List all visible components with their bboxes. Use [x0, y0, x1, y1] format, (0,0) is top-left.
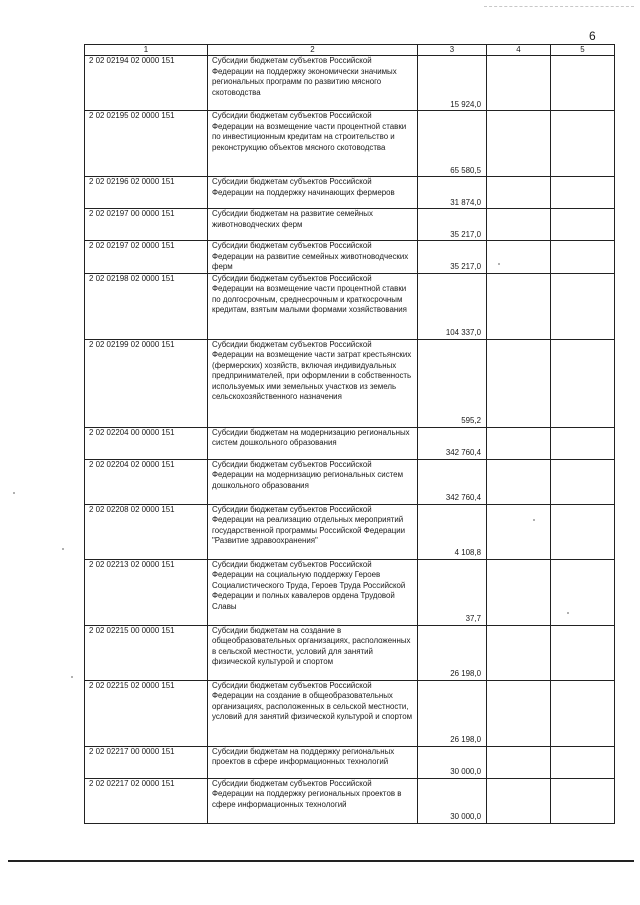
column-number-5: 5 — [551, 45, 615, 56]
name-cell: Субсидии бюджетам на создание в общеобразовательных организациях, расположенных в сельской местности, условий для занятий физической культурой и спортом — [208, 625, 418, 680]
column-5-cell — [551, 459, 615, 504]
table-row — [85, 680, 615, 746]
column-number-header — [85, 45, 615, 56]
budget-table — [84, 44, 615, 824]
table-row — [85, 746, 615, 778]
code-cell: 2 02 02213 02 0000 151 — [85, 559, 208, 625]
column-5-cell — [551, 680, 615, 746]
code-cell: 2 02 02195 02 0000 151 — [85, 111, 208, 177]
code-cell: 2 02 02204 02 0000 151 — [85, 459, 208, 504]
code-cell: 2 02 02204 00 0000 151 — [85, 427, 208, 459]
column-4-cell — [487, 209, 551, 241]
column-5-cell — [551, 273, 615, 339]
amount-cell: 342 760,4 — [418, 427, 487, 459]
name-cell: Субсидии бюджетам субъектов Российской Федерации на поддержку экономически значимых региональных программ по развитию мясного скотоводства — [208, 56, 418, 111]
column-4-cell — [487, 746, 551, 778]
column-4-cell — [487, 504, 551, 559]
code-cell: 2 02 02215 00 0000 151 — [85, 625, 208, 680]
column-5-cell — [551, 778, 615, 823]
table-row — [85, 559, 615, 625]
table-row — [85, 427, 615, 459]
column-5-cell — [551, 559, 615, 625]
page-edge-mark — [484, 6, 634, 7]
table-row — [85, 56, 615, 111]
scan-speck — [71, 676, 73, 678]
column-4-cell — [487, 559, 551, 625]
code-cell: 2 02 02215 02 0000 151 — [85, 680, 208, 746]
column-5-cell — [551, 625, 615, 680]
name-cell: Субсидии бюджетам субъектов Российской Федерации на возмещение части процентной ставки по долгосрочным, среднесрочным и краткосрочным кредитам, взятым малыми формами хозяйствования — [208, 273, 418, 339]
name-cell: Субсидии бюджетам субъектов Российской Федерации на социальную поддержку Героев Социалистического Труда, Героев Труда Российской Федерации и полных кавалеров ордена Трудовой Славы — [208, 559, 418, 625]
page-number: 6 — [589, 29, 596, 43]
amount-cell: 35 217,0 — [418, 209, 487, 241]
amount-cell: 4 108,8 — [418, 504, 487, 559]
name-cell: Субсидии бюджетам субъектов Российской Федерации на развитие семейных животноводческих ферм — [208, 241, 418, 274]
amount-cell: 31 874,0 — [418, 177, 487, 209]
code-cell: 2 02 02208 02 0000 151 — [85, 504, 208, 559]
scan-speck — [567, 612, 569, 614]
column-5-cell — [551, 504, 615, 559]
amount-cell: 342 760,4 — [418, 459, 487, 504]
column-4-cell — [487, 177, 551, 209]
name-cell: Субсидии бюджетам субъектов Российской Федерации на реализацию отдельных мероприятий государственной программы Российской Федерации "Развитие здравоохранения" — [208, 504, 418, 559]
code-cell: 2 02 02196 02 0000 151 — [85, 177, 208, 209]
scan-speck — [13, 492, 15, 494]
amount-cell: 26 198,0 — [418, 680, 487, 746]
scan-speck — [533, 519, 535, 521]
column-5-cell — [551, 339, 615, 427]
column-5-cell — [551, 209, 615, 241]
table-row — [85, 625, 615, 680]
page-bottom-rule — [8, 860, 634, 862]
column-4-cell — [487, 778, 551, 823]
column-5-cell — [551, 241, 615, 274]
name-cell: Субсидии бюджетам на развитие семейных животноводческих ферм — [208, 209, 418, 241]
column-number-1: 1 — [85, 45, 208, 56]
column-number-2: 2 — [208, 45, 418, 56]
table-row — [85, 177, 615, 209]
name-cell: Субсидии бюджетам субъектов Российской Федерации на возмещение части затрат крестьянских (фермерских) хозяйств, включая индивидуальных предпринимателей, при оформлении в собственность используемых ими земельных участков из земель сельскохозяйственного назначения — [208, 339, 418, 427]
name-cell: Субсидии бюджетам субъектов Российской Федерации на модернизацию региональных систем дошкольного образования — [208, 459, 418, 504]
column-4-cell — [487, 111, 551, 177]
table-row — [85, 209, 615, 241]
column-number-3: 3 — [418, 45, 487, 56]
name-cell: Субсидии бюджетам субъектов Российской Федерации на поддержку начинающих фермеров — [208, 177, 418, 209]
amount-cell: 595,2 — [418, 339, 487, 427]
column-5-cell — [551, 56, 615, 111]
amount-cell: 65 580,5 — [418, 111, 487, 177]
table-row — [85, 778, 615, 823]
code-cell: 2 02 02217 02 0000 151 — [85, 778, 208, 823]
code-cell: 2 02 02197 02 0000 151 — [85, 241, 208, 274]
code-cell: 2 02 02198 02 0000 151 — [85, 273, 208, 339]
column-4-cell — [487, 625, 551, 680]
name-cell: Субсидии бюджетам субъектов Российской Федерации на возмещение части процентной ставки по инвестиционным кредитам на строительство и реконструкцию объектов мясного скотоводства — [208, 111, 418, 177]
column-number-4: 4 — [487, 45, 551, 56]
name-cell: Субсидии бюджетам субъектов Российской Федерации на поддержку региональных проектов в сфере информационных технологий — [208, 778, 418, 823]
amount-cell: 30 000,0 — [418, 778, 487, 823]
amount-cell: 37,7 — [418, 559, 487, 625]
column-4-cell — [487, 680, 551, 746]
column-5-cell — [551, 177, 615, 209]
code-cell: 2 02 02194 02 0000 151 — [85, 56, 208, 111]
column-4-cell — [487, 459, 551, 504]
column-4-cell — [487, 273, 551, 339]
amount-cell: 35 217,0 — [418, 241, 487, 274]
table-row — [85, 241, 615, 274]
code-cell: 2 02 02197 00 0000 151 — [85, 209, 208, 241]
table-row — [85, 339, 615, 427]
name-cell: Субсидии бюджетам субъектов Российской Федерации на создание в общеобразовательных организациях, расположенных в сельской местности, условий для занятий физической культурой и спортом — [208, 680, 418, 746]
column-5-cell — [551, 427, 615, 459]
name-cell: Субсидии бюджетам на поддержку региональных проектов в сфере информационных технологий — [208, 746, 418, 778]
table-row — [85, 111, 615, 177]
scan-speck — [62, 548, 64, 550]
table-body — [85, 56, 615, 824]
code-cell: 2 02 02217 00 0000 151 — [85, 746, 208, 778]
table-row — [85, 504, 615, 559]
scan-speck — [498, 263, 500, 265]
column-5-cell — [551, 111, 615, 177]
table-row — [85, 273, 615, 339]
table-row — [85, 459, 615, 504]
column-4-cell — [487, 339, 551, 427]
amount-cell: 15 924,0 — [418, 56, 487, 111]
amount-cell: 30 000,0 — [418, 746, 487, 778]
code-cell: 2 02 02199 02 0000 151 — [85, 339, 208, 427]
column-5-cell — [551, 746, 615, 778]
column-4-cell — [487, 427, 551, 459]
amount-cell: 26 198,0 — [418, 625, 487, 680]
amount-cell: 104 337,0 — [418, 273, 487, 339]
column-4-cell — [487, 241, 551, 274]
name-cell: Субсидии бюджетам на модернизацию региональных систем дошкольного образования — [208, 427, 418, 459]
column-4-cell — [487, 56, 551, 111]
